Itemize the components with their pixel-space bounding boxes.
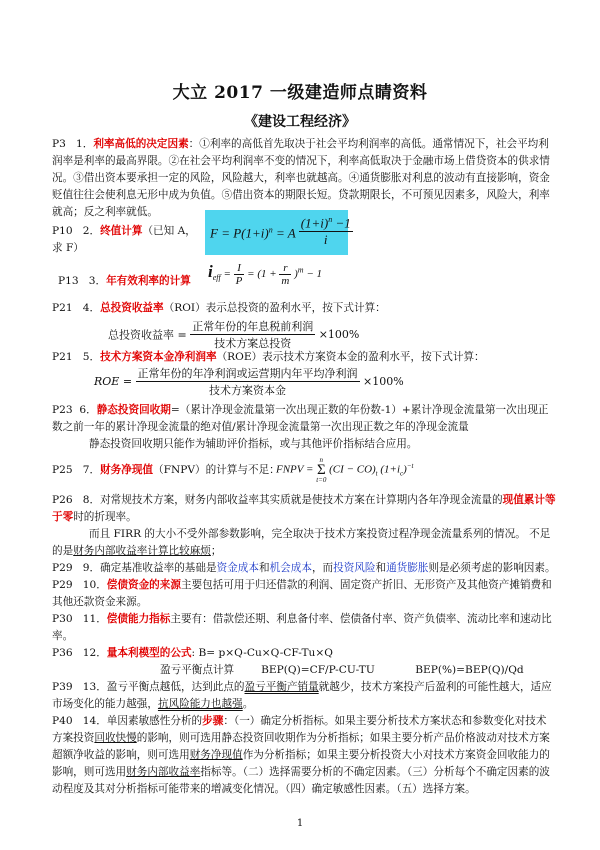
- item-12-bep-label: 盈亏平衡点计算: [160, 664, 235, 676]
- item-11-page: P30: [52, 613, 73, 625]
- item-12-heading: 量本利模型的公式: [106, 647, 192, 659]
- item-14-page: P40: [52, 715, 73, 727]
- item-13-b1: 盈亏平衡点越低，达到此点的: [106, 681, 245, 693]
- item-1-number: 1．: [75, 138, 94, 150]
- item-14-b4: 作为分析指标；如果主要分析投资大小对技术方案资金回收能力的影响，则可选用: [52, 749, 550, 778]
- roe-formula: [94, 365, 404, 398]
- item-9-blue4: 通货膨胀: [386, 562, 429, 574]
- fv-frac-tail: −1: [332, 215, 351, 231]
- fnpv-sum-top: n: [319, 456, 324, 464]
- item-14-block: [52, 713, 557, 798]
- item-1-sep: ：: [188, 138, 200, 150]
- roi-den: 技术方案总投资: [214, 337, 292, 350]
- item-12-sep: :: [191, 647, 196, 659]
- item-1-text: [52, 136, 557, 221]
- item-13-u1: 盈亏平衡产销量: [244, 681, 319, 693]
- roi-num: 正常年份的年息税前利润: [192, 320, 314, 333]
- page-title: 大立 2017 一级建造师点睛资料: [172, 83, 428, 103]
- item-8-text: [52, 492, 557, 526]
- fv-mid: = A: [272, 225, 296, 241]
- item-14-u2: 财务净现值: [189, 749, 243, 761]
- eff-r: r: [279, 262, 291, 275]
- item-13-number: 13．: [82, 681, 107, 693]
- item-14-b1: 单因素敏感性分析的: [106, 715, 203, 727]
- item-11-body: 主要有：借款偿还期、利息备付率、偿债备付率、资产负债率、流动比率和速动比率。: [52, 613, 552, 642]
- eff-P: P: [235, 275, 243, 287]
- item-12-block: [52, 645, 557, 662]
- item-7-body: （FNPV）的计算与不足：: [153, 464, 280, 476]
- item-6-page: P23: [52, 404, 73, 416]
- item-8-tail: 时的折现率。: [73, 511, 137, 523]
- item-6-heading: 静态投资回收期: [96, 404, 171, 416]
- item-14-b5: 指标等。（二）选择需要分析的不确定因素。（三）分析每个不确定因素的波动程度及其对分析指标可能带来的增减变化情况。（四）确定敏感性因素。（五）选择方案。: [52, 766, 550, 795]
- fv-fraction: [299, 215, 353, 248]
- item-9-blue2: 机会成本: [269, 562, 312, 574]
- item-8-page: P26: [52, 494, 73, 506]
- item-8-line2-underline: 财务内部收益率计算比较麻烦: [73, 545, 211, 557]
- item-11-heading: 偿债能力指标: [106, 613, 171, 625]
- roe-num: 正常年份的年净利润或运营期内年平均净利润: [137, 367, 358, 380]
- roi-frac: [190, 318, 315, 351]
- item-9-b1: 确定基准收益率的基础是: [100, 562, 217, 574]
- eff-m: m: [281, 275, 290, 287]
- item-2-block: [52, 223, 202, 257]
- item-12-bep-q: BEP(Q)=CF/P-CU-TU: [261, 664, 375, 676]
- fnpv-formula: [276, 455, 413, 485]
- page-subtitle: 《建设工程经济》: [244, 114, 356, 130]
- item-10-block: [52, 577, 557, 611]
- item-14-red: 步骤: [202, 715, 224, 727]
- item-6-note: 静态投资回收期只能作为辅助评价指标，或与其他评价指标结合应用。: [89, 438, 418, 450]
- item-12-formula: B= p×Q-Cu×Q-CF-Tu×Q: [198, 647, 333, 659]
- item-9-b3: ，而: [311, 562, 334, 574]
- item-2-note: （已知 A，求 F）: [52, 225, 196, 254]
- item-5-block: [52, 349, 557, 366]
- item-12-page: P36: [52, 647, 73, 659]
- fv-frac-num: [299, 215, 353, 232]
- item-12-number: 12．: [82, 647, 107, 659]
- item-4-page: P21: [52, 302, 73, 314]
- item-1-block: [52, 136, 557, 221]
- page-number: 1: [296, 818, 304, 829]
- roe-times: ×100%: [363, 375, 404, 388]
- item-8-body: 对常规技术方案，财务内部收益率其实质就是使技术方案在计算期内各年净现金流量的: [100, 494, 503, 506]
- item-10-number: 10．: [82, 579, 107, 591]
- item-2-heading: 终值计算: [100, 225, 143, 237]
- item-10-heading: 偿债资金的来源: [106, 579, 181, 591]
- item-3-number: 3．: [88, 275, 107, 287]
- item-9-blue1: 资金成本: [216, 562, 259, 574]
- eff-eq: =: [223, 268, 231, 281]
- eff-i: i: [208, 262, 213, 282]
- item-1-page: P3: [52, 138, 66, 150]
- fnpv-sum-sign: Σ: [316, 462, 326, 478]
- item-3-heading: 年有效利率的计算: [106, 275, 191, 287]
- fnpv-exp: −t: [406, 461, 414, 470]
- eff-I: I: [234, 262, 245, 275]
- item-10-body: 主要包括可用于归还借款的利润、固定资产折旧、无形资产及其他资产摊销费和其他还款资金来源。: [52, 579, 552, 608]
- item-5-heading: 技术方案资本金净利润率: [100, 351, 217, 363]
- item-8-line2-text: 而且 FIRR 的大小不受外部参数影响，完全取决于技术方案投资过程净现金流量系列的情况。 不足的是: [52, 528, 551, 557]
- item-8-block: [52, 492, 557, 560]
- item-9-page: P29: [52, 562, 73, 574]
- item-11-number: 11．: [82, 613, 107, 625]
- fv-exp: n: [268, 225, 273, 235]
- item-14-u3: 财务内部收益率: [126, 766, 201, 778]
- eff-tail2: − 1: [306, 268, 323, 281]
- roi-times: ×100%: [318, 328, 360, 341]
- eff-tail: ): [294, 268, 298, 281]
- item-9-number: 9．: [82, 562, 101, 574]
- fnpv-tail: (1+i: [380, 463, 401, 476]
- item-9-b5: 则是必须考虑的影响因素。: [428, 562, 556, 574]
- item-8-line2-end: ；: [210, 545, 222, 557]
- item-4-body: （ROI）表示总投资的盈利水平，按下式计算：: [163, 302, 386, 314]
- item-4-heading: 总投资收益率: [100, 302, 164, 314]
- item-11-block: [52, 611, 557, 645]
- item-5-number: 5．: [82, 351, 101, 363]
- item-2-page: P10: [52, 225, 73, 237]
- item-9-blue3: 投资风险: [333, 562, 376, 574]
- item-7-page: P25: [52, 464, 73, 476]
- item-8-number: 8．: [82, 494, 101, 506]
- fnpv-sub-c: c: [400, 469, 404, 478]
- eff-frac2: [279, 262, 291, 287]
- item-12-bep-pct: BEP(%)=BEP(Q)/Qd: [415, 664, 524, 676]
- roe-frac: [136, 365, 360, 398]
- roi-formula: [108, 318, 359, 351]
- item-13-b2: 就越少，技术方案投产后盈利的可能性越大，适应市场变化的能力越强，: [52, 681, 552, 710]
- item-6-text: [52, 402, 557, 436]
- fnpv-end: ): [403, 463, 407, 476]
- roe-lhs: ROE =: [94, 375, 133, 388]
- item-9-b4: 和: [375, 562, 387, 574]
- fv-left: F = P(1+i): [210, 225, 269, 241]
- roi-lhs: 总投资收益率 =: [108, 328, 187, 342]
- fnpv-lhs: FNPV =: [276, 463, 314, 476]
- item-3-page: P13: [58, 275, 79, 287]
- fnpv-sum-bot: t=0: [316, 476, 327, 484]
- item-9-b2: 和: [258, 562, 270, 574]
- fv-frac-den: i: [323, 232, 328, 248]
- item-13-b3: 。: [242, 698, 254, 710]
- item-6-body: =（累计净现金流量第一次出现正数的年份数-1）+累计净现金流量第一次出现正数之前一年的累计净现金流量的绝对值/累计净现金流量第一次出现正数之年的净现金流量: [52, 404, 549, 433]
- item-4-block: [52, 300, 557, 317]
- item-13-block: [52, 679, 557, 713]
- fnpv-rhs: (CI − CO): [329, 463, 376, 476]
- eff-sub: eff: [212, 273, 221, 283]
- item-1-body: ①利率的高低首先取决于社会平均利润率的高低。通常情况下，社会平均利润率是利率的最高界限。②在社会平均利润率不变的情况下，利率高低取决于金融市场上借贷资本的供求情况。③借出资本要承担一定的风险，风险越大，利率也就越高。④通货膨胀对利息的波动有直接影响，资金贬值往往会使利息无形中成为负值。⑤借出资本的期限长短。贷款期限长，不可预见因素多，风险大，利率就高；反之利率就低。: [52, 138, 550, 218]
- item-14-number: 14．: [82, 715, 107, 727]
- item-12-line2: [160, 662, 560, 679]
- item-9-block: [52, 560, 557, 577]
- eff-frac1: [234, 262, 245, 287]
- item-14-b3: 的影响，则可选用静态投资回收期作为分析指标；如果主要分析产品价格波动对技术方案超额净收益的影响，则可选用: [52, 732, 550, 761]
- fnpv-sub-t: t: [375, 469, 378, 478]
- item-6-block: [52, 402, 557, 453]
- item-5-body: （ROE）表示技术方案资本金的盈利水平，按下式计算：: [216, 351, 485, 363]
- fnpv-sum: [316, 455, 326, 485]
- eff-eq2: = (1 +: [247, 268, 277, 281]
- effective-rate-formula: [208, 262, 322, 287]
- item-7-heading: 财务净现值: [100, 464, 154, 476]
- fv-frac-exp: n: [328, 215, 333, 224]
- item-14-u1: 回收快慢: [94, 732, 137, 744]
- item-13-u2: 抗风险能力也越强: [157, 698, 243, 710]
- fv-frac-num-a: (1+i): [300, 215, 329, 231]
- future-value-formula: [210, 215, 353, 248]
- item-4-number: 4．: [82, 302, 101, 314]
- item-2-number: 2．: [82, 225, 101, 237]
- item-6-number: 6．: [79, 404, 97, 416]
- item-8-line2: [52, 526, 557, 560]
- item-10-page: P29: [52, 579, 73, 591]
- item-5-page: P21: [52, 351, 73, 363]
- item-1-heading: 利率高低的决定因素: [93, 138, 189, 150]
- item-13-page: P39: [52, 681, 73, 693]
- item-8-highlight: 现值累计等于零: [52, 494, 556, 523]
- item-14-b2: ：（一）确定分析指标。如果主要分析技术方案状态和参数变化对技术方案投资: [52, 715, 547, 744]
- item-7-number: 7．: [82, 464, 101, 476]
- roe-den: 技术方案资本金: [209, 384, 287, 397]
- item-3-block: [58, 273, 228, 290]
- eff-exp: m: [297, 265, 304, 275]
